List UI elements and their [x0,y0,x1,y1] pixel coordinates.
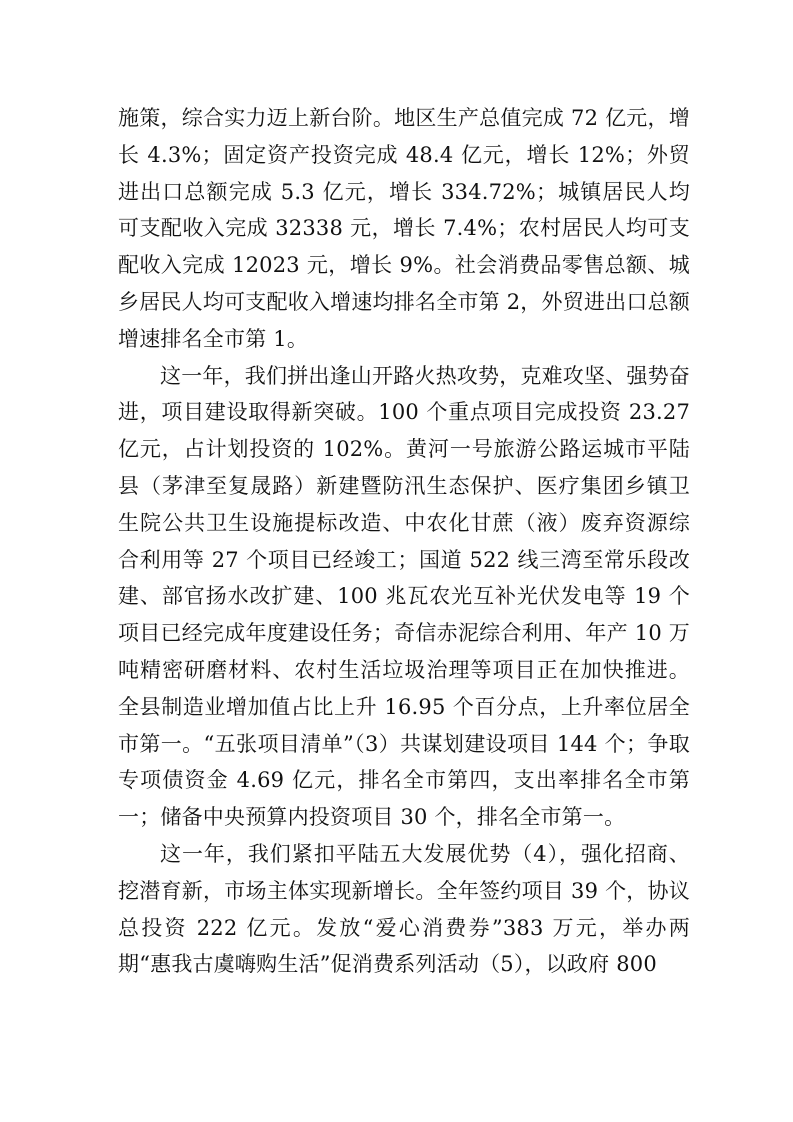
document-body [118,100,690,983]
paragraph-economic-summary: 施策，综合实力迈上新台阶。地区生产总值完成 72 亿元，增长 4.3%；固定资产投资完成 48.4 亿元，增长 12%；外贸进出口总额完成 5.3 亿元，增长 334.72%；城镇居民人均可支配收入完成 32338 元，增长 7.4%；农村居民人均可支配收入完成 12023 元，增长 9%。社会消费品零售总额、城乡居民人均可支配收入增速均排名全市第 2，外贸进出口总额增速排名全市第 1。 [118,106,690,351]
paragraph-market-growth: 这一年，我们紧扣平陆五大发展优势（4），强化招商、挖潜育新，市场主体实现新增长。全年签约项目 39 个，协议总投资 222 亿元。发放“爱心消费券”383 万元，举办两期“惠我古虞嗨购生活”促消费系列活动（5），以政府 800 [118,841,690,977]
paragraph-project-construction: 这一年，我们拼出逢山开路火热攻势，克难攻坚、强势奋进，项目建设取得新突破。100 个重点项目完成投资 23.27 亿元，占计划投资的 102%。黄河一号旅游公路运城市平陆县（茅津至复晟路）新建暨防汛生态保护、医疗集团乡镇卫生院公共卫生设施提标改造、中农化甘蔗（液）废弃资源综合利用等 27 个项目已经竣工；国道 522 线三湾至常乐段改建、部官扬水改扩建、100 兆瓦农光互补光伏发电等 19 个项目已经完成年度建设任务；奇信赤泥综合利用、年产 10 万吨精密研磨材料、农村生活垃圾治理等项目正在加快推进。全县制造业增加值占比上升 16.95 个百分点，上升率位居全市第一。“五张项目清单”（3）共谋划建设项目 144 个；争取专项债资金 4.69 亿元，排名全市第四，支出率排名全市第一；储备中央预算内投资项目 30 个，排名全市第一。 [118,363,690,830]
